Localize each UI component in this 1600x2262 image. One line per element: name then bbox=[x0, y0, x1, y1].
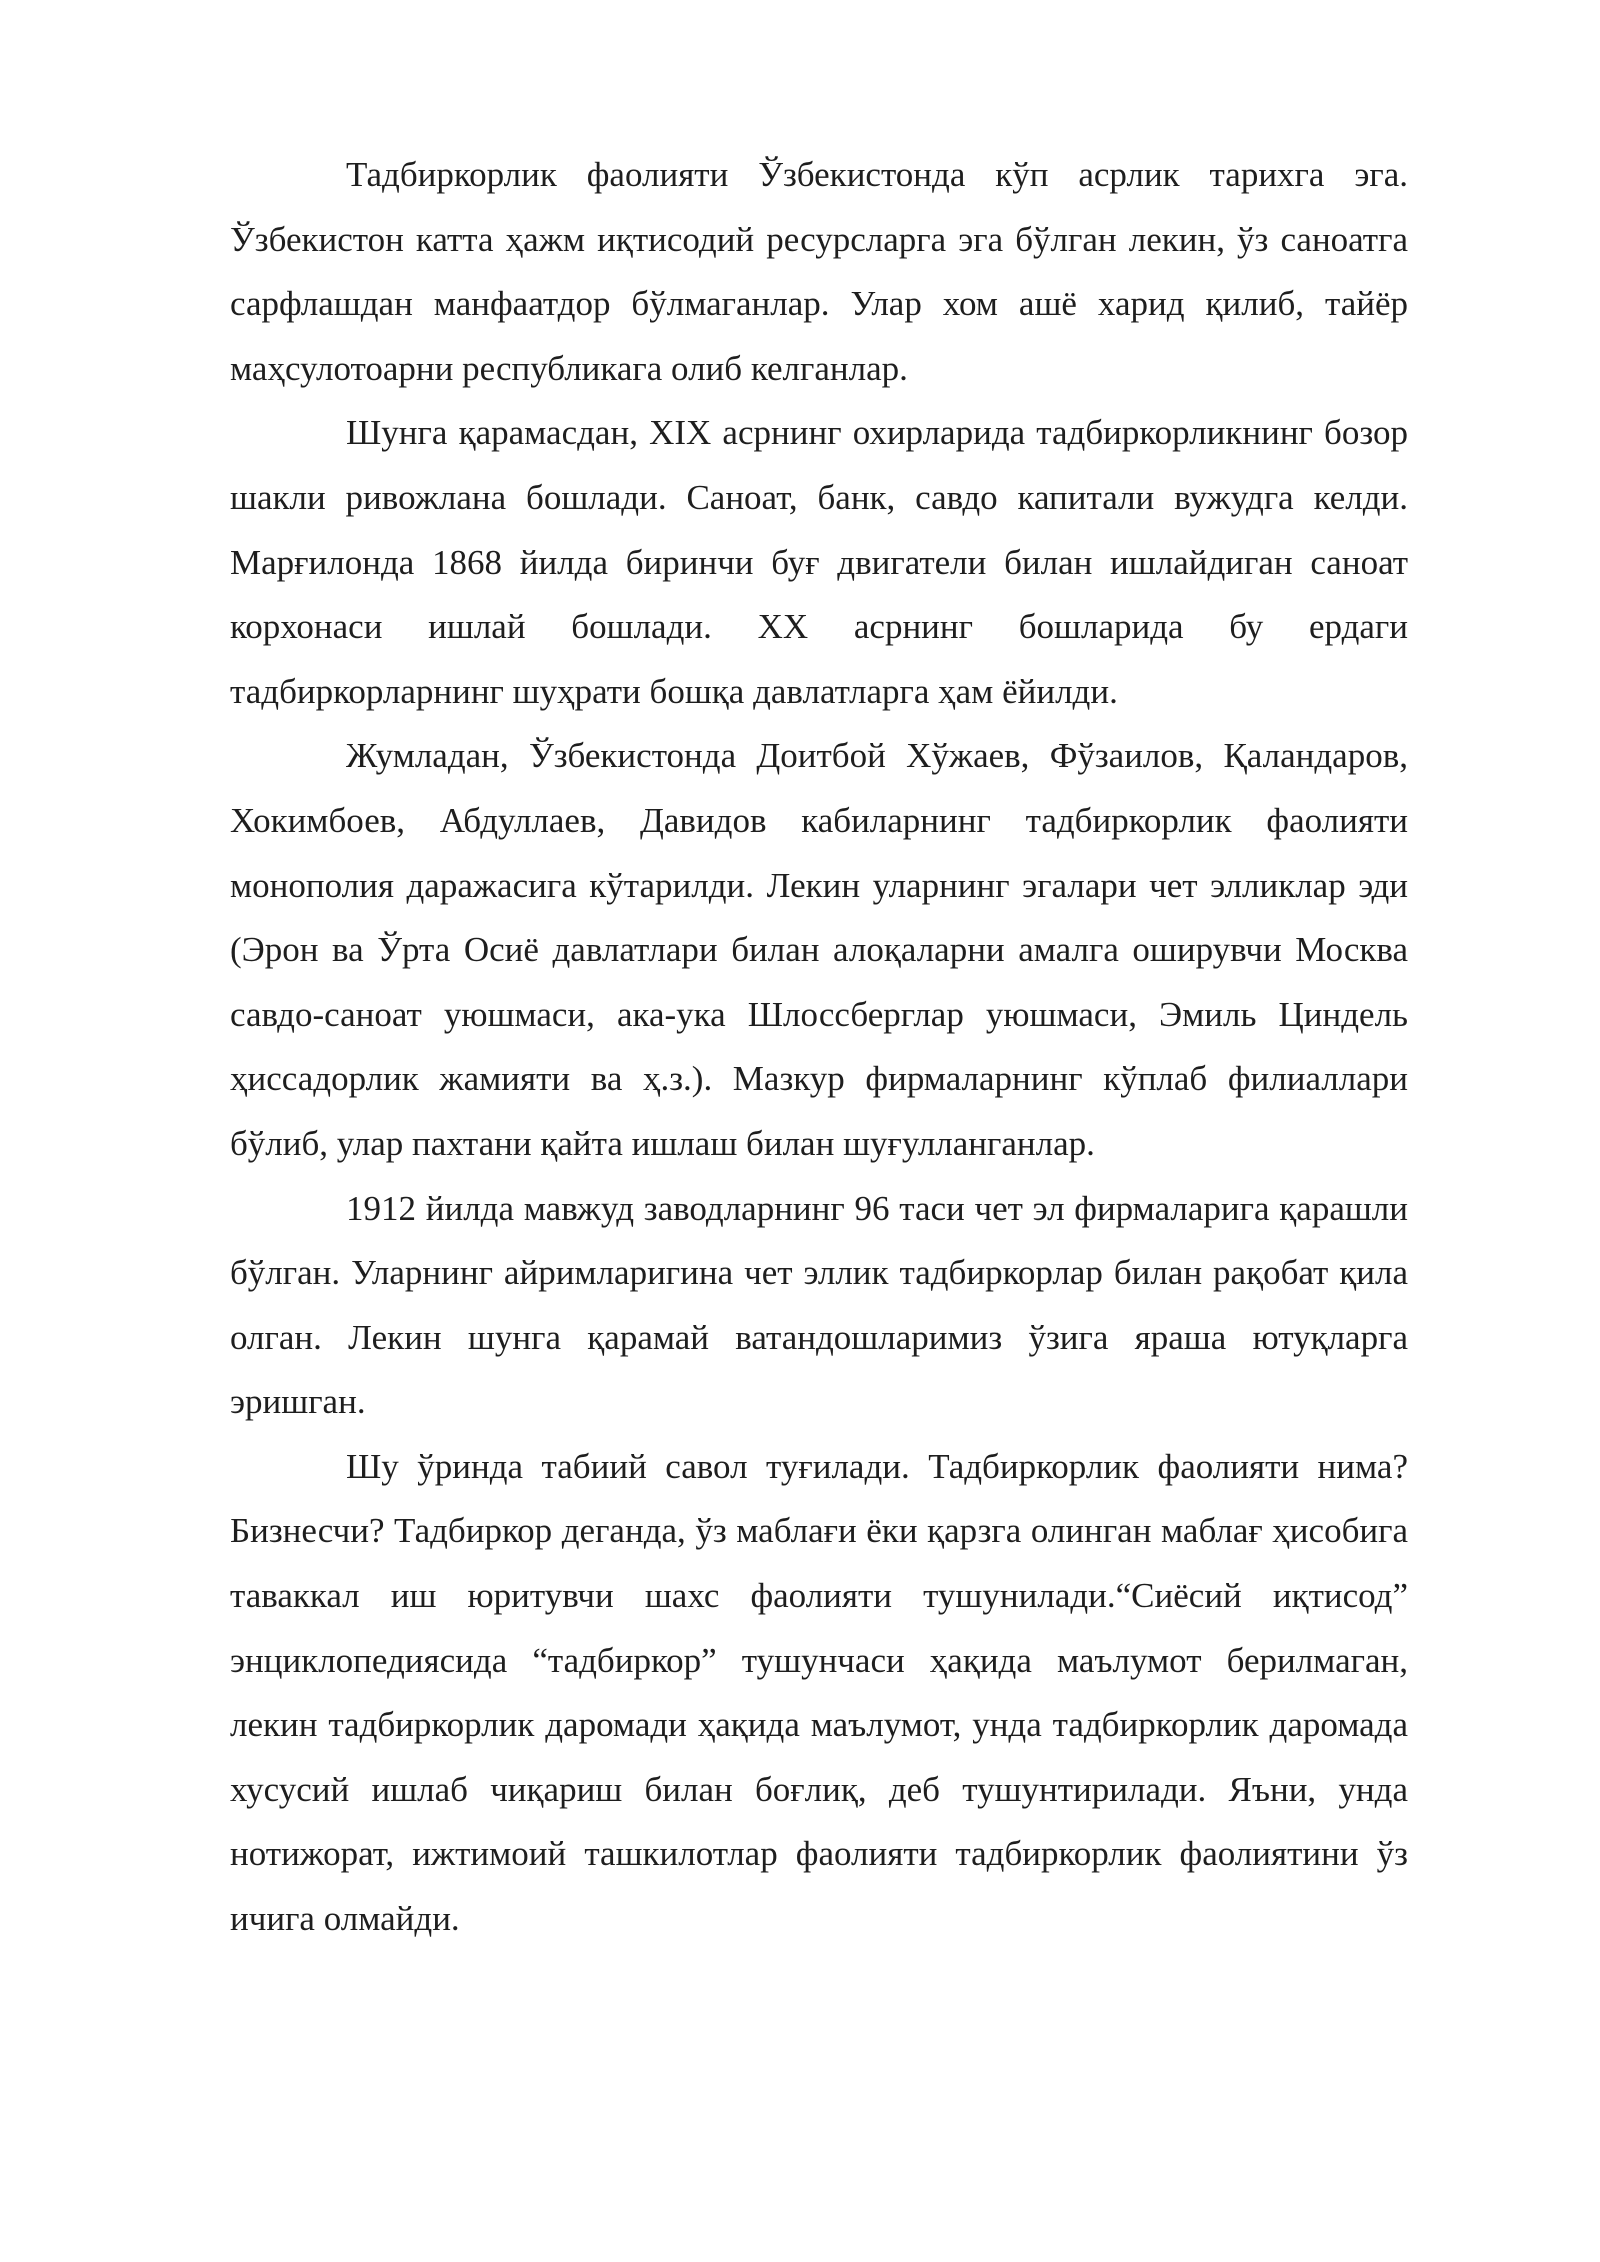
paragraph-1912-factories: 1912 йилда мавжуд заводларнинг 96 таси чет эл фирмаларига қарашли бўлган. Уларнинг айримларигина чет эллик тадбиркорлар билан рақобат қила олган. Лекин шунга қарамай ватандошларимиз ўзига яраша ютуқларга эришган. bbox=[230, 1188, 1408, 1422]
paragraph-19th-century: Шунга қарамасдан, XIX асрнинг охирларида тадбиркорликнинг бозор шакли ривожлана бошлади. Саноат, банк, савдо капитали вужудга келди. Марғилонда 1868 йилда биринчи буғ двигатели билан ишлайдиган саноат корхонаси ишлай бошлади. XX асрнинг бошларида бу ердаги тадбиркорларнинг шуҳрати бошқа давлатларга ҳам ёйилди. bbox=[230, 413, 1408, 711]
document-page bbox=[230, 143, 1408, 1952]
paragraph-definition: Шу ўринда табиий савол туғилади. Тадбиркорлик фаолияти нима? Бизнесчи? Тадбиркор деганда, ўз маблағи ёки қарзга олинган маблағ ҳисобига таваккал иш юритувчи шахс фаолияти тушунилади.“Сиёсий иқтисод” энциклопедиясида “тадбиркор” тушунчаси ҳақида маълумот берилмаган, лекин тадбиркорлик даромади ҳақида маълумот, унда тадбиркорлик даромада хусусий ишлаб чиқариш билан боғлиқ, деб тушунтирилади. Яъни, унда нотижорат, ижтимоий ташкилотлар фаолияти тадбиркорлик фаолиятини ўз ичига олмайди. bbox=[230, 1446, 1408, 1939]
paragraph-entrepreneurs-list: Жумладан, Ўзбекистонда Доитбой Хўжаев, Фўзаилов, Қаландаров, Хокимбоев, Абдуллаев, Давидов кабиларнинг тадбиркорлик фаолияти монополия даражасига кўтарилди. Лекин уларнинг эгалари чет элликлар эди (Эрон ва Ўрта Осиё давлатлари билан алоқаларни амалга оширувчи Москва савдо-саноат уюшмаси, ака-ука Шлоссберглар уюшмаси, Эмиль Циндель ҳиссадорлик жамияти ва ҳ.з.). Мазкур фирмаларнинг кўплаб филиаллари бўлиб, улар пахтани қайта ишлаш билан шуғулланганлар. bbox=[230, 736, 1408, 1163]
paragraph-history-intro: Тадбиркорлик фаолияти Ўзбекистонда кўп асрлик тарихга эга. Ўзбекистон катта ҳажм иқтисодий ресурсларга эга бўлган лекин, ўз саноатга сарфлашдан манфаатдор бўлмаганлар. Улар хом ашё харид қилиб, тайёр маҳсулотоарни республикага олиб келганлар. bbox=[230, 155, 1408, 388]
